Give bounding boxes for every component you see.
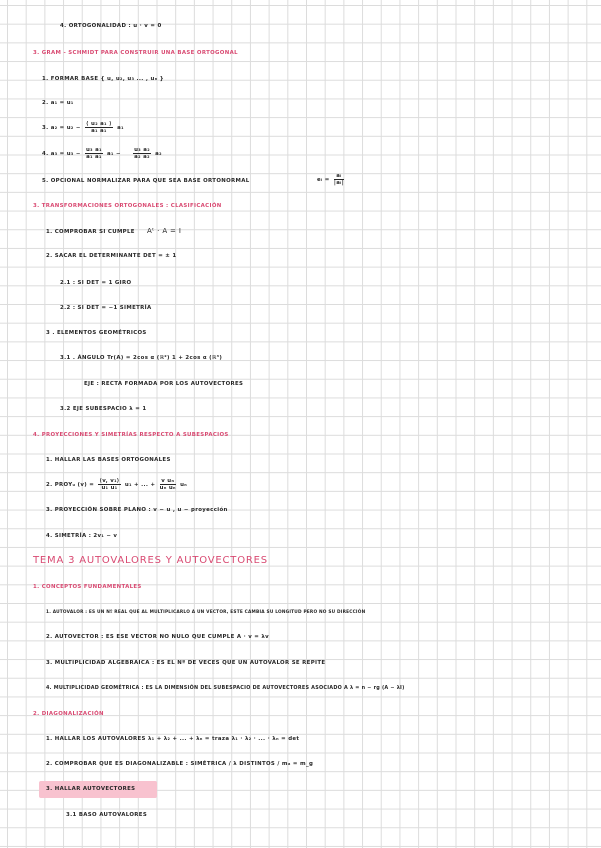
step-comprobar bbox=[46, 227, 181, 237]
step-proyeccion-formula bbox=[46, 478, 187, 491]
step-comprobar-diagonalizable: 2. COMPROBAR QUE ES DIAGONALIZABLE : SIMÉTRICA / λ DISTINTOS / mₐ = m_g bbox=[46, 761, 314, 767]
step-proyeccion-plano: 3. PROYECCIÓN SOBRE PLANO : v − u , u − proyección bbox=[46, 507, 228, 513]
numerator: ⟨ u₂ a₁ ⟩ bbox=[85, 121, 112, 127]
denominator: a₂ a₂ bbox=[134, 154, 150, 160]
step-normalizar: 5. OPCIONAL NORMALIZAR PARA QUE SEA BASE ORTONORMAL bbox=[42, 178, 250, 184]
fraction bbox=[98, 478, 120, 491]
section-transformaciones: 3. TRANSFORMACIONES ORTOGONALES : CLASIFICACIÓN bbox=[33, 203, 222, 209]
step-a2-lhs: 3. a₂ = u₂ − bbox=[42, 125, 81, 131]
case-giro: 2.1 : SI DET = 1 GIRO bbox=[60, 280, 132, 286]
denominator: |aᵢ| bbox=[333, 180, 345, 186]
numerator: aᵢ bbox=[334, 173, 344, 180]
eje-line: EJE : RECTA FORMADA POR LOS AUTOVECTORES bbox=[84, 381, 244, 387]
def-mult-algebraica: 3. MULTIPLICIDAD ALGEBRAICA : ES EL Nº DE VECES QUE UN AUTOVALOR SE REPITE bbox=[46, 660, 326, 666]
fraction bbox=[85, 121, 113, 134]
fraction bbox=[85, 147, 103, 160]
step-determinante: 2. SACAR EL DETERMINANTE DET = ± 1 bbox=[46, 253, 177, 259]
substep-baso-autovalores: 3.1 BASO AUTOVALORES bbox=[66, 812, 148, 818]
section-gram-schmidt: 3. GRAM - SCHMIDT PARA CONSTRUIR UNA BASE ORTOGONAL bbox=[33, 50, 238, 56]
step-formar-base: 1. FORMAR BASE { u, u₂, u₃ ... , uₙ } bbox=[42, 76, 164, 82]
section-diagonalizacion: 2. DIAGONALIZACIÓN bbox=[33, 711, 104, 717]
numerator: u₃ a₂ bbox=[134, 147, 150, 153]
elementos-geometricos: 3 . ELEMENTOS GEOMÉTRICOS bbox=[46, 330, 147, 336]
numerator: v uₙ bbox=[161, 478, 175, 484]
formula-mid: u₁ + ... + bbox=[124, 482, 156, 488]
step-hallar-autovalores: 1. HALLAR LOS AUTOVALORES λ₁ + λ₂ + ... + λₙ = traza λ₁ · λ₂ · ... · λₙ = det bbox=[46, 736, 300, 742]
step-simetria: 4. SIMETRÍA : 2v₁ − v bbox=[46, 533, 118, 539]
fraction bbox=[334, 173, 344, 186]
page-title: TEMA 3 AUTOVALORES Y AUTOVECTORES bbox=[33, 555, 268, 566]
step-a1: 2. a₁ = u₁ bbox=[42, 100, 74, 106]
step-a2 bbox=[42, 121, 124, 134]
numerator: u₃ a₁ bbox=[85, 147, 102, 153]
def-autovector: 2. AUTOVECTOR : ES ESE VECTOR NO NULO QUE CUMPLE A · v = λv bbox=[46, 634, 270, 640]
section-conceptos: 1. CONCEPTOS FUNDAMENTALES bbox=[33, 584, 142, 590]
formula-lhs: eᵢ = bbox=[317, 177, 330, 183]
formula-rhs: uₙ bbox=[180, 482, 188, 488]
eje-subespacio-line: 3.2 EJE SUBESPACIO λ = 1 bbox=[60, 406, 147, 412]
case-simetria: 2.2 : SI DET = −1 SIMETRÍA bbox=[60, 305, 152, 311]
step-comprobar-text: 1. COMPROBAR SI CUMPLE bbox=[46, 229, 135, 235]
normalizar-formula bbox=[317, 173, 346, 186]
denominator: a₁ a₁ bbox=[91, 128, 107, 134]
section-proyecciones: 4. PROYECCIONES Y SIMETRÍAS RESPECTO A SUBESPACIOS bbox=[33, 432, 229, 438]
step-hallar-bases: 1. HALLAR LAS BASES ORTOGONALES bbox=[46, 457, 171, 463]
denominator: a₁ a₁ bbox=[86, 154, 102, 160]
fraction bbox=[160, 478, 176, 491]
angulo-line: 3.1 . ÁNGULO Tr(A) = 2cos α (ℝ²) 1 + 2cos α (ℝ³) bbox=[60, 355, 223, 361]
denominator: u₁ u₁ bbox=[101, 485, 118, 491]
step-a2-rhs: a₁ bbox=[117, 125, 124, 131]
step-a3-mid: a₁ − bbox=[107, 151, 121, 157]
fraction bbox=[133, 147, 151, 160]
step-a3-lhs: 4. a₃ = u₃ − bbox=[42, 151, 81, 157]
ortogonalidad-line: 4. ORTOGONALIDAD : u · v = 0 bbox=[60, 23, 162, 29]
step-a3-rhs: a₂ bbox=[155, 151, 162, 157]
numerator: ⟨v, v₁⟩ bbox=[99, 478, 120, 484]
step-comprobar-formula: Aᵗ · A = I bbox=[147, 227, 182, 235]
def-autovalor: 1. AUTOVALOR : ES UN Nº REAL QUE AL MULTIPLICARLO A UN VECTOR, ESTE CAMBIA SU LONGITUD PERO NO SU DIRECCIÓN bbox=[46, 610, 366, 615]
step-a3 bbox=[42, 147, 162, 160]
formula-lhs: 2. PROYᵤ (v) = bbox=[46, 482, 95, 488]
def-mult-geometrica: 4. MULTIPLICIDAD GEOMÉTRICA : ES LA DIMENSIÓN DEL SUBESPACIO DE AUTOVECTORES ASOCIADO A λ = n − rg (A − λI) bbox=[46, 685, 405, 691]
step-hallar-autovectores: 3. HALLAR AUTOVECTORES bbox=[46, 786, 136, 792]
denominator: uₙ uₙ bbox=[159, 485, 176, 491]
